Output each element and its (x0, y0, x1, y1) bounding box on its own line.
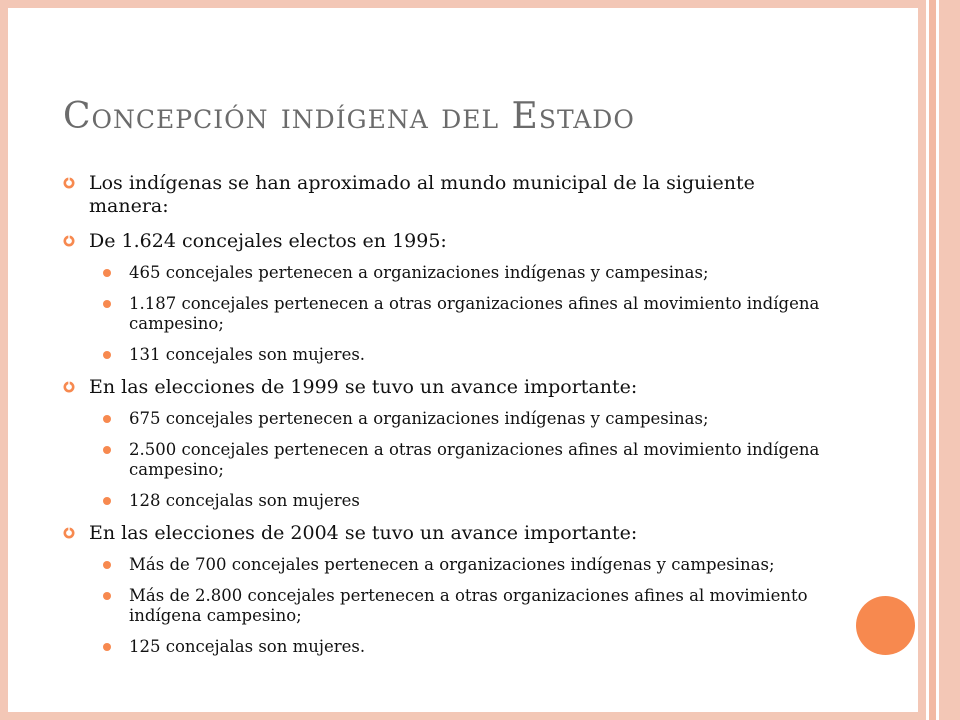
ring-bullet-icon (63, 527, 75, 539)
right-decorative-band (918, 0, 926, 720)
sub-list-2004 (63, 555, 823, 657)
sub-list-1999 (63, 409, 823, 511)
sub-bullet-text: 465 concejales pertenecen a organizaciones indígenas y campesinas; (129, 263, 709, 282)
sub-bullet-item (63, 491, 823, 511)
sub-bullet-item (63, 555, 823, 575)
bullet-text: En las elecciones de 1999 se tuvo un avance importante: (89, 376, 638, 398)
dot-bullet-icon (103, 497, 111, 505)
dot-bullet-icon (103, 446, 111, 454)
sub-list-1995 (63, 263, 823, 365)
dot-bullet-icon (103, 592, 111, 600)
right-decorative-stripe (929, 0, 936, 720)
slide-body (63, 172, 823, 668)
decorative-orange-circle (856, 596, 915, 655)
sub-bullet-item (63, 440, 823, 480)
sub-bullet-text: 128 concejalas son mujeres (129, 491, 360, 510)
sub-bullet-text: 131 concejales son mujeres. (129, 345, 366, 364)
frame-top-border (0, 0, 920, 8)
right-decorative-band (939, 0, 960, 720)
bullet-text: Los indígenas se han aproximado al mundo municipal de la siguiente manera: (89, 172, 755, 217)
sub-bullet-text: 675 concejales pertenecen a organizaciones indígenas y campesinas; (129, 409, 709, 428)
dot-bullet-icon (103, 643, 111, 651)
frame-left-border (0, 0, 8, 720)
dot-bullet-icon (103, 561, 111, 569)
sub-bullet-text: 2.500 concejales pertenecen a otras organizaciones afines al movimiento indígena campesino; (129, 440, 820, 479)
dot-bullet-icon (103, 300, 111, 308)
sub-bullet-item (63, 263, 823, 283)
bullet-text: En las elecciones de 2004 se tuvo un avance importante: (89, 522, 638, 544)
ring-bullet-icon (63, 381, 75, 393)
dot-bullet-icon (103, 415, 111, 423)
slide-title: Concepción indígena del Estado (63, 96, 635, 137)
frame-bottom-border (0, 712, 920, 720)
bullet-item-aproximacion (63, 172, 823, 218)
sub-bullet-text: Más de 700 concejales pertenecen a organizaciones indígenas y campesinas; (129, 555, 775, 574)
ring-bullet-icon (63, 177, 75, 189)
sub-bullet-item (63, 409, 823, 429)
bullet-item-2004 (63, 522, 823, 545)
bullet-item-1999 (63, 376, 823, 399)
bullet-item-1995 (63, 230, 823, 253)
dot-bullet-icon (103, 351, 111, 359)
sub-bullet-item (63, 586, 823, 626)
dot-bullet-icon (103, 269, 111, 277)
ring-bullet-icon (63, 235, 75, 247)
sub-bullet-item (63, 294, 823, 334)
sub-bullet-text: 1.187 concejales pertenecen a otras organizaciones afines al movimiento indígena campesino; (129, 294, 820, 333)
bullet-text: De 1.624 concejales electos en 1995: (89, 230, 447, 252)
sub-bullet-item (63, 637, 823, 657)
sub-bullet-text: Más de 2.800 concejales pertenecen a otras organizaciones afines al movimiento indígena campesino; (129, 586, 808, 625)
sub-bullet-item (63, 345, 823, 365)
sub-bullet-text: 125 concejalas son mujeres. (129, 637, 366, 656)
